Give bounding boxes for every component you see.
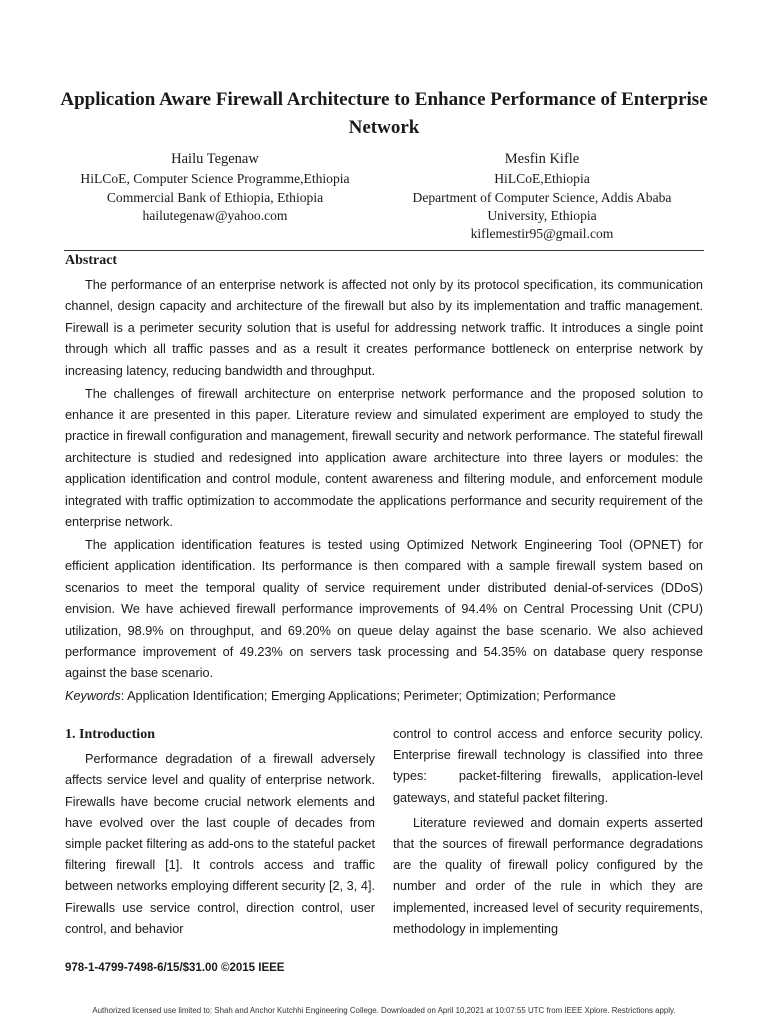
abstract-body <box>65 275 703 709</box>
abstract-heading: Abstract <box>65 253 118 268</box>
section-divider <box>64 250 704 251</box>
body-paragraph: Literature reviewed and domain experts asserted that the sources of firewall performance degradations are the quality of firewall policy configured by the number and order of the rule in which they are implemented, increased level of security requirements, methodology in implementing <box>393 815 703 936</box>
author-affiliation: Department of Computer Science, Addis Ababa <box>412 189 672 205</box>
license-footer: Authorized licensed use limited to: Shah and Anchor Kutchhi Engineering College. Downloaded on April 10,2021 at 10:07:55 UTC from IEEE Xplore. Restrictions apply. <box>92 1006 676 1015</box>
author-email: hailutegenaw@yahoo.com <box>142 207 288 223</box>
abstract-paragraph: The application identification features is tested using Optimized Network Engineering Tool (OPNET) for efficient application identification. Its performance is then compared with a sample firewall system based on scenarios to meet the temporal quality of service requirement under distributed denial-of-services (DDoS) envision. We have achieved firewall performance improvements of 94.4% on Central Processing Unit (CPU) utilization, 98.9% on throughput, and 69.20% on queue delay against the base scenario. We also achieved performance improvement of 49.23% on servers task processing and 54.35% on database query response against the base scenario. <box>65 537 703 681</box>
abstract-paragraph: The challenges of firewall architecture on enterprise network performance and the proposed solution to enhance it are presented in this paper. Literature review and simulated experiment are employed to study the practice in firewall configuration and management, firewall security and network performance. The stateful firewall architecture is studied and redesigned into application aware architecture into three layers or modules: the application identification and control module, content awareness and filtering module, and enforcement module integrated with traffic optimization to accommodate the applications performance and security requirement of the enterprise network. <box>65 386 703 529</box>
keywords-line <box>65 686 703 707</box>
keywords-text: : Application Identification; Emerging Applications; Perimeter; Optimization; Performance <box>120 689 616 704</box>
author-block-2 <box>398 150 686 243</box>
abstract-paragraph: The performance of an enterprise network is affected not only by its protocol specification, its communication channel, design capacity and architecture of the firewall but also by its implementation and traffic management. Firewall is a perimeter security solution that is useful for addressing network traffic. It introduces a single point through which all traffic passes and as a result it creates performance bottleneck on enterprise network by increasing latency, reducing bandwidth and throughput. <box>65 278 703 378</box>
author-affiliation: HiLCoE,Ethiopia <box>494 171 590 187</box>
author-affiliation: University, Ethiopia <box>487 207 597 223</box>
body-paragraph: Performance degradation of a firewall adversely affects service level and quality of enterprise network. Firewalls have become crucial network elements and have evolved over the last couple of decades from simple packet filtering as add-ons to the stateful packet filtering firewall [1]. It controls access and traffic between networks employing different security [2, 3, 4]. Firewalls use service control, direction control, user control, and behavior <box>65 752 375 936</box>
author-email: kiflemestir95@gmail.com <box>470 226 614 242</box>
left-column <box>65 724 375 940</box>
keywords-label: Keywords <box>65 689 121 704</box>
body-paragraph: control to control access and enforce security policy. Enterprise firewall technology is classified into three types: packet-filtering firewalls, application-level gateways, and stateful packet filtering. <box>393 727 703 805</box>
author-name: Hailu Tegenaw <box>171 151 259 167</box>
author-name: Mesfin Kifle <box>504 151 580 167</box>
author-affiliation: HiLCoE, Computer Science Programme,Ethiopia <box>80 171 350 187</box>
author-block-1 <box>65 150 365 225</box>
author-affiliation: Commercial Bank of Ethiopia, Ethiopia <box>106 189 324 205</box>
paper-title: Application Aware Firewall Architecture to Enhance Performance of Enterprise Network <box>60 89 708 138</box>
right-column <box>393 724 703 940</box>
section-heading: 1. Introduction <box>65 727 155 742</box>
isbn-copyright: 978-1-4799-7498-6/15/$31.00 ©2015 IEEE <box>65 962 285 974</box>
